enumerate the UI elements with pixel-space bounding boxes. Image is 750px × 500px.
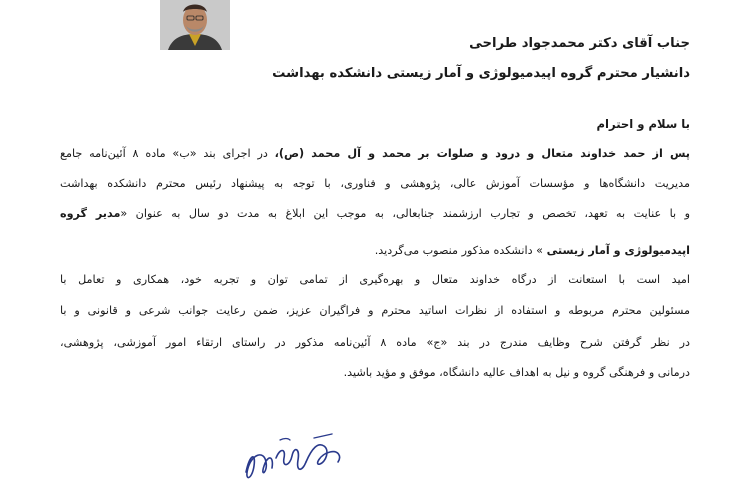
paragraph-text: » دانشکده مذکور منصوب می‌گردید. bbox=[374, 244, 547, 257]
paragraph-line: درمانی و فرهنگی گروه و نیل به اهداف عالیه دانشگاه، موفق و مؤید باشید. bbox=[343, 366, 690, 379]
addressee-name: جناب آقای دکتر محمدجواد طراحی bbox=[469, 36, 690, 51]
signature bbox=[240, 432, 350, 498]
paragraph-line: در نظر گرفتن شرح وظایف مندرج در بند «ج» ماده ۸ آئین‌نامه مذکور در راستای ارتقاء امور آموزشی، پژوهشی، bbox=[60, 336, 690, 349]
paragraph-line bbox=[375, 243, 690, 259]
paragraph-line bbox=[60, 146, 690, 162]
addressee-position: دانشیار محترم گروه اپیدمیولوژی و آمار زیستی دانشکده بهداشت bbox=[272, 66, 690, 81]
paragraph-line bbox=[60, 206, 690, 222]
paragraph-line: امید است با استعانت از درگاه خداوند متعال و بهره‌گیری از تمامی توان و تجربه خود، همکاری و تعامل با bbox=[60, 273, 690, 286]
paragraph-line: مسئولین محترم مربوطه و استفاده از نظرات اساتید محترم و فراگیران عزیز، ضمن رعایت جوانب شرعی و قانونی و با bbox=[60, 304, 690, 317]
department-name: اپیدمیولوژی و آمار زیستی bbox=[546, 244, 690, 257]
opening-praise: پس از حمد خداوند متعال و درود و صلوات بر محمد و آل محمد (ص)، bbox=[274, 147, 690, 160]
salutation: با سلام و احترام bbox=[596, 117, 690, 131]
paragraph-text: در اجرای بند «ب» ماده ۸ آئین‌نامه جامع bbox=[60, 147, 275, 160]
appointment-title: مدیر گروه bbox=[60, 207, 121, 220]
paragraph-line: مدیریت دانشگاه‌ها و مؤسسات آموزش عالی، پژوهشی و فناوری، با توجه به پیشنهاد رئیس محترم دانشکده بهداشت bbox=[60, 177, 690, 190]
paragraph-text: و با عنایت به تعهد، تخصص و تجارب ارزشمند جنابعالی، به موجب این ابلاغ به مدت دو سال به عنوان « bbox=[120, 207, 690, 220]
profile-photo bbox=[160, 0, 230, 50]
